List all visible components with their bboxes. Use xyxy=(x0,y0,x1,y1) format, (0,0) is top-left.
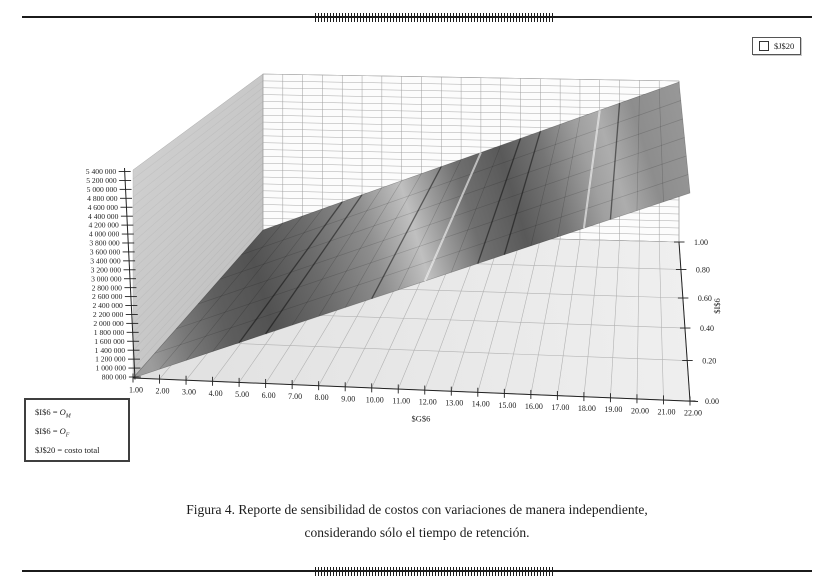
value-axis-label: 2 000 000 xyxy=(93,318,124,328)
bottom-divider xyxy=(22,570,812,572)
top-divider xyxy=(22,16,812,18)
category-axis-label: 2.00 xyxy=(155,386,170,396)
category-axis-label: 6.00 xyxy=(261,390,276,400)
category-axis-label: 16.00 xyxy=(524,401,543,411)
category-axis-label: 5.00 xyxy=(235,389,250,399)
figure-caption xyxy=(0,498,834,544)
value-axis-label: 5 000 000 xyxy=(86,184,118,194)
figure-caption-line-1: Figura 4. Reporte de sensibilidad de costos con variaciones de manera independiente, xyxy=(186,502,648,517)
category-axis-label: 12.00 xyxy=(418,397,437,407)
category-axis-title: $G$6 xyxy=(411,413,431,424)
category-axis-label: 7.00 xyxy=(288,392,303,402)
top-divider-barcode-pattern xyxy=(315,13,553,22)
value-axis xyxy=(86,167,141,382)
value-axis-label: 2 400 000 xyxy=(92,301,123,311)
info-line-costo-total: $J$20 = costo total xyxy=(35,445,100,455)
legend-swatch-icon xyxy=(759,41,769,51)
value-axis-label: 4 200 000 xyxy=(88,220,119,230)
category-axis-label: 10.00 xyxy=(365,395,384,405)
category-axis-label: 13.00 xyxy=(445,398,464,408)
category-axis-label: 21.00 xyxy=(657,407,676,417)
depth-axis-label: 0.20 xyxy=(702,356,717,366)
category-axis-label: 8.00 xyxy=(314,393,329,403)
category-axis-label: 15.00 xyxy=(498,400,517,410)
value-axis-label: 800 000 xyxy=(101,372,127,382)
category-axis-label: 14.00 xyxy=(471,399,490,409)
chart-info-box xyxy=(24,398,130,462)
legend-series-label: $J$20 xyxy=(774,40,795,51)
category-axis-label: 4.00 xyxy=(208,388,223,398)
value-axis-label: 4 400 000 xyxy=(88,211,119,221)
depth-axis-label: 0.60 xyxy=(697,293,712,303)
chart-legend xyxy=(752,37,801,55)
value-axis-label: 2 200 000 xyxy=(92,310,124,320)
bottom-divider-barcode-pattern xyxy=(315,567,553,576)
depth-axis-label: 0.40 xyxy=(699,323,714,333)
value-axis-label: 4 800 000 xyxy=(87,193,118,203)
figure-caption-line-2: considerando sólo el tiempo de retención. xyxy=(304,525,530,540)
category-axis-label: 22.00 xyxy=(684,408,702,418)
value-axis-label: 1 600 000 xyxy=(94,336,125,346)
category-axis-label: 17.00 xyxy=(551,403,570,413)
category-axis-label: 20.00 xyxy=(630,406,649,416)
category-axis-label: 3.00 xyxy=(182,387,197,397)
depth-axis-label: 0.80 xyxy=(695,265,710,275)
value-axis-label: 2 800 000 xyxy=(91,283,122,293)
value-axis-label: 1 400 000 xyxy=(94,345,126,355)
value-axis-label: 3 200 000 xyxy=(90,265,122,275)
value-axis-label: 4 000 000 xyxy=(88,229,120,239)
value-axis-label: 3 400 000 xyxy=(90,256,121,266)
value-axis-label: 2 600 000 xyxy=(92,292,123,302)
depth-axis-label: 1.00 xyxy=(694,237,708,247)
value-axis-label: 4 600 000 xyxy=(87,202,118,212)
value-axis-label: 3 000 000 xyxy=(91,274,122,284)
value-axis-label: 3 600 000 xyxy=(89,247,121,257)
depth-axis-title: $I$6 xyxy=(712,298,722,314)
value-axis-label: 1 800 000 xyxy=(93,327,125,337)
info-line-of: $I$6 = $O_F$ xyxy=(35,426,70,439)
category-axis-label: 19.00 xyxy=(604,405,623,415)
depth-axis-label: 0.00 xyxy=(705,396,719,406)
category-axis-label: 9.00 xyxy=(341,394,356,404)
category-axis-label: 18.00 xyxy=(577,404,596,414)
info-line-om: $I$6 = $O_M$ xyxy=(35,407,71,420)
value-axis-label: 1 000 000 xyxy=(95,363,126,373)
category-axis-label: 1.00 xyxy=(129,385,143,395)
value-axis-label: 1 200 000 xyxy=(95,354,126,364)
category-axis-label: 11.00 xyxy=(392,396,411,406)
value-axis-label: 5 400 000 xyxy=(85,167,117,177)
value-axis-label: 3 800 000 xyxy=(89,238,120,248)
value-axis-label: 5 200 000 xyxy=(86,176,117,186)
